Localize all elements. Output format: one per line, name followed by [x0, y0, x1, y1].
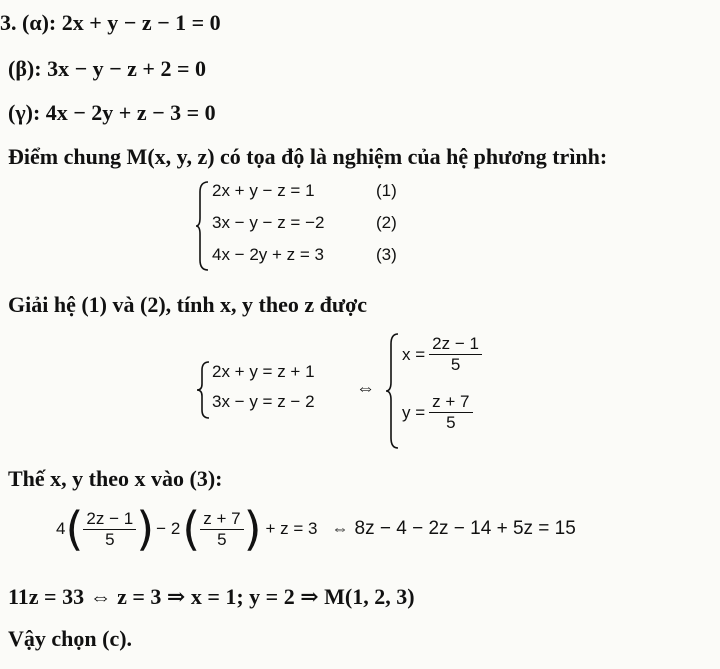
right-paren-2: ): [243, 502, 262, 556]
result-line: 11z = 33 ⇔ z = 3 ⇒ x = 1; y = 2 ⇒ M(1, 2, 3): [8, 584, 415, 609]
x-lhs: x =: [402, 344, 426, 364]
y-denominator: 5: [446, 413, 456, 432]
substitution-rhs: 8z − 4 − 2z − 14 + 5z = 15: [354, 518, 576, 539]
fraction-1: [83, 509, 136, 550]
fraction-1-num: 2z − 1: [83, 509, 136, 530]
system2-row-1: 2x + y = z + 1: [212, 362, 315, 381]
left-paren-1: (: [65, 502, 84, 556]
plane-beta: (β): 3x − y − z + 2 = 0: [8, 56, 206, 81]
system1-tag-2: (2): [376, 213, 397, 232]
y-fraction: [429, 392, 472, 433]
system1-row-2: 3x − y − z = −2: [212, 213, 325, 232]
system2-left-brace: [197, 360, 211, 420]
x-denominator: 5: [450, 355, 461, 374]
system1-brace: [196, 180, 210, 272]
x-fraction: [429, 334, 482, 375]
substitution-tail: + z = 3: [265, 519, 318, 538]
system1-row-3: 4x − 2y + z = 3: [212, 245, 324, 264]
coef-4: 4: [56, 519, 66, 538]
conclusion-line: Vậy chọn (c).: [8, 626, 133, 651]
solve-sentence: Giải hệ (1) và (2), tính x, y theo z được: [8, 292, 368, 317]
system1-tag-3: (3): [376, 245, 397, 264]
x-solution: [402, 334, 482, 375]
left-paren-2: (: [182, 502, 201, 556]
y-solution: [402, 392, 473, 433]
fraction-2-den: 5: [217, 529, 227, 549]
plane-gamma: (γ): 4x − 2y + z − 3 = 0: [8, 100, 216, 125]
system1-row-1: 2x + y − z = 1: [212, 181, 315, 200]
fraction-2-num: z + 7: [200, 509, 243, 530]
substitute-sentence: Thế x, y theo x vào (3):: [8, 466, 223, 491]
fraction-1-den: 5: [105, 529, 115, 549]
y-lhs: y =: [402, 402, 426, 422]
substitution-equation: [56, 502, 576, 556]
plane-alpha: 3. (α): 2x + y − z − 1 = 0: [0, 10, 221, 35]
y-numerator: z + 7: [429, 392, 472, 413]
equivalence-symbol: ⇔: [356, 378, 375, 399]
minus-coef-2: − 2: [156, 519, 181, 538]
x-numerator: 2z − 1: [429, 334, 482, 355]
fraction-2: [200, 509, 243, 550]
system2-right-brace: [386, 332, 400, 450]
right-paren-1: ): [136, 502, 155, 556]
system1-tag-1: (1): [376, 181, 397, 200]
system2-row-2: 3x − y = z − 2: [212, 392, 315, 411]
intro-sentence: Điểm chung M(x, y, z) có tọa độ là nghiệm của hệ phương trình:: [8, 144, 608, 169]
substitution-equiv: ⇔: [331, 519, 349, 538]
